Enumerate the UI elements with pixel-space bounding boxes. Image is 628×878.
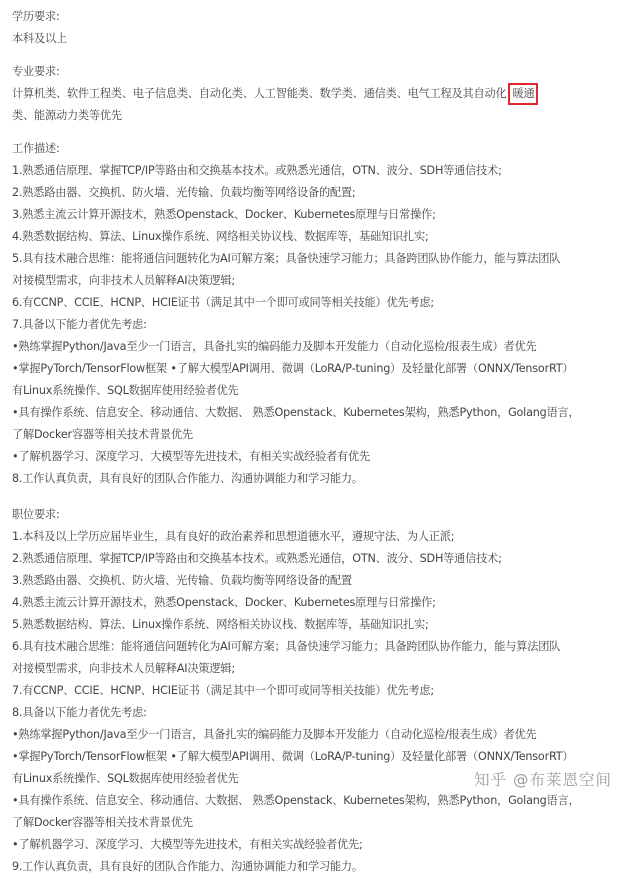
major-highlight: 暖通	[508, 83, 538, 105]
list-line: 8.工作认真负责，具有良好的团队合作能力、沟通协调能力和学习能力。	[12, 472, 363, 485]
list-line: •了解机器学习、深度学习、大模型等先进技术，有相关实战经验者有优先	[12, 450, 371, 463]
list-line: •了解机器学习、深度学习、大模型等先进技术，有相关实战经验者优先;	[12, 838, 363, 851]
major-line-2: 类、能源动力类等优先	[12, 109, 122, 122]
list-line: 1.熟悉通信原理、掌握TCP/IP等路由和交换基本技术。或熟悉光通信，OTN、波分、SDH等通信技术;	[12, 164, 502, 177]
major-text: 计算机类、软件工程类、电子信息类、自动化类、人工智能类、数学类、通信类、电气工程及其自动化	[12, 87, 507, 100]
list-line: 4.熟悉数据结构、算法、Linux操作系统、网络相关协议栈、数据库等，基础知识扎实;	[12, 230, 429, 243]
job-description-heading: 工作描述:	[12, 142, 60, 155]
list-line: 5.具有技术融合思维：能将通信问题转化为AI可解方案；具备快速学习能力；具备跨团队协作能力，能与算法团队	[12, 252, 561, 265]
education-heading: 学历要求:	[12, 10, 60, 23]
list-line: 对接模型需求，向非技术人员解释AI决策逻辑;	[12, 662, 235, 675]
job-requirements-list	[12, 526, 618, 878]
list-line: 3.熟悉路由器、交换机、防火墙、光传输、负载均衡等网络设备的配置	[12, 574, 352, 587]
list-line: 了解Docker容器等相关技术背景优先	[12, 428, 193, 441]
list-line: 6.有CCNP、CCIE、HCNP、HCIE证书（满足其中一个即可或同等相关技能）优先考虑;	[12, 296, 434, 309]
job-requirements-heading: 职位要求:	[12, 508, 60, 521]
list-line: 8.具备以下能力者优先考虑:	[12, 706, 147, 719]
list-line: 7.有CCNP、CCIE、HCNP、HCIE证书（满足其中一个即可或同等相关技能）优先考虑;	[12, 684, 434, 697]
list-line: 3.熟悉主流云计算开源技术，熟悉Openstack、Docker、Kubernetes原理与日常操作;	[12, 208, 436, 221]
list-line: 9.工作认真负责，具有良好的团队合作能力、沟通协调能力和学习能力。	[12, 860, 363, 873]
list-line: •熟练掌握Python/Java至少一门语言，具备扎实的编码能力及脚本开发能力（自动化巡检/报表生成）者优先	[12, 340, 537, 353]
job-posting	[12, 6, 618, 878]
major-line-1	[12, 83, 618, 105]
list-line: 有Linux系统操作、SQL数据库使用经验者优先	[12, 772, 239, 785]
list-line: 2.熟悉路由器、交换机、防火墙、光传输、负载均衡等网络设备的配置;	[12, 186, 356, 199]
major-heading: 专业要求:	[12, 65, 60, 78]
list-line: 有Linux系统操作、SQL数据库使用经验者优先	[12, 384, 239, 397]
list-line: •具有操作系统、信息安全、移动通信、大数据、 熟悉Openstack、Kubernetes架构，熟悉Python，Golang语言，	[12, 406, 580, 419]
list-line: 2.熟悉通信原理、掌握TCP/IP等路由和交换基本技术。或熟悉光通信，OTN、波分、SDH等通信技术;	[12, 552, 502, 565]
education-value: 本科及以上	[12, 32, 67, 45]
job-description-list	[12, 160, 618, 490]
list-line: •熟练掌握Python/Java至少一门语言，具备扎实的编码能力及脚本开发能力（自动化巡检/报表生成）者优先	[12, 728, 537, 741]
list-line: 1.本科及以上学历应届毕业生，具有良好的政治素养和思想道德水平，遵规守法、为人正派;	[12, 530, 455, 543]
list-line: •具有操作系统、信息安全、移动通信、大数据、 熟悉Openstack、Kubernetes架构，熟悉Python，Golang语言，	[12, 794, 580, 807]
list-line: 5.熟悉数据结构、算法、Linux操作系统、网络相关协议栈、数据库等，基础知识扎实;	[12, 618, 429, 631]
list-line: 6.具有技术融合思维：能将通信问题转化为AI可解方案；具备快速学习能力；具备跨团队协作能力，能与算法团队	[12, 640, 561, 653]
list-line: 4.熟悉主流云计算开源技术，熟悉Openstack、Docker、Kubernetes原理与日常操作;	[12, 596, 436, 609]
list-line: •掌握PyTorch/TensorFlow框架 •了解大模型API调用、微调（LoRA/P-tuning）及轻量化部署（ONNX/TensorRT）	[12, 750, 574, 763]
list-line: 7.具备以下能力者优先考虑:	[12, 318, 147, 331]
list-line: •掌握PyTorch/TensorFlow框架 •了解大模型API调用、微调（LoRA/P-tuning）及轻量化部署（ONNX/TensorRT）	[12, 362, 574, 375]
list-line: 对接模型需求，向非技术人员解释AI决策逻辑;	[12, 274, 235, 287]
zhihu-watermark: 知乎 @布莱恩空间	[474, 771, 612, 789]
list-line: 了解Docker容器等相关技术背景优先	[12, 816, 193, 829]
